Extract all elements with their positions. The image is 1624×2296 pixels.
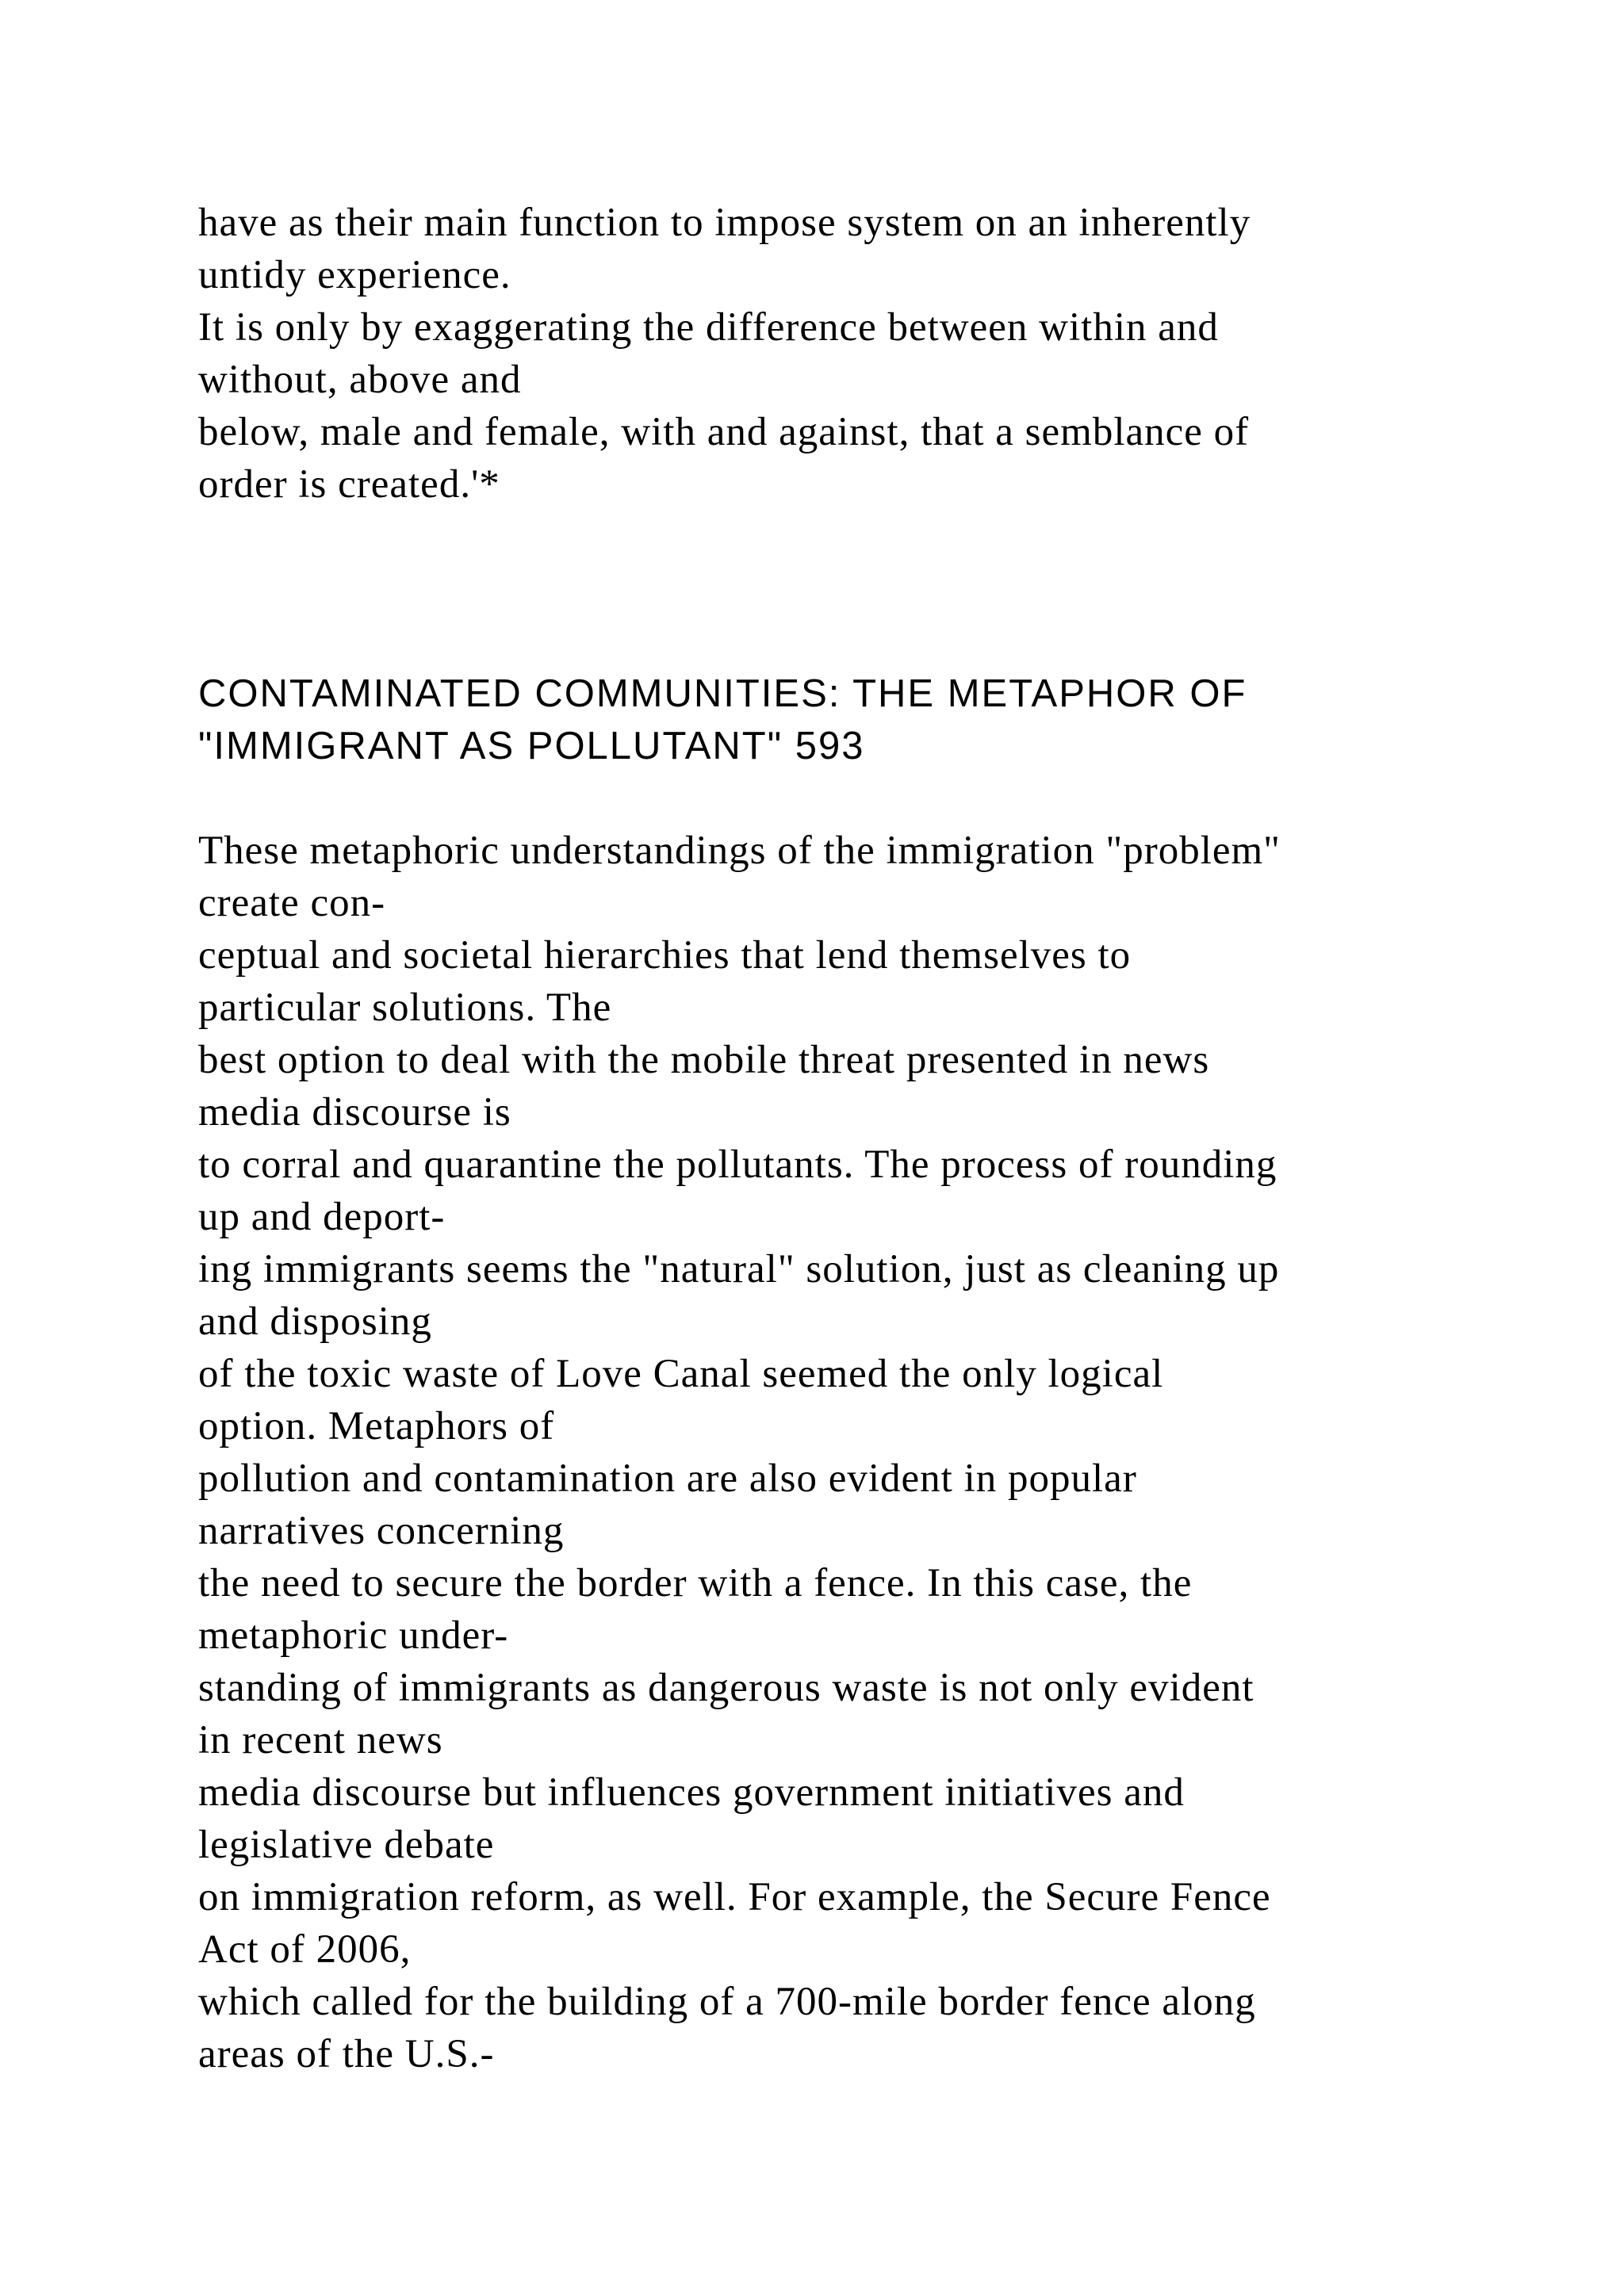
paragraph-body	[198, 825, 1467, 2080]
text-line: metaphoric under-	[198, 1613, 509, 1658]
section-heading	[198, 668, 1467, 772]
text-line: areas of the U.S.-	[198, 2032, 495, 2076]
text-line: particular solutions. The	[198, 985, 612, 1030]
text-line: It is only by exaggerating the difference between within and	[198, 305, 1219, 350]
text-line: narratives concerning	[198, 1509, 565, 1553]
spacer	[198, 511, 1467, 668]
text-line: pollution and contamination are also evident in popular	[198, 1456, 1137, 1501]
spacer	[198, 772, 1467, 825]
text-line: in recent news	[198, 1718, 443, 1762]
text-line: create con-	[198, 881, 386, 925]
text-line: which called for the building of a 700-mile border fence along	[198, 1980, 1256, 2024]
heading-line: "IMMIGRANT AS POLLUTANT" 593	[198, 725, 865, 767]
text-line: of the toxic waste of Love Canal seemed the only logical	[198, 1352, 1164, 1396]
text-line: legislative debate	[198, 1823, 495, 1867]
text-line: on immigration reform, as well. For example, the Secure Fence	[198, 1875, 1271, 1919]
text-line: below, male and female, with and against, that a semblance of	[198, 410, 1250, 454]
text-line: up and deport-	[198, 1195, 446, 1239]
text-line: the need to secure the border with a fence. In this case, the	[198, 1561, 1193, 1605]
text-line: best option to deal with the mobile threat presented in news	[198, 1038, 1210, 1082]
text-line: and disposing	[198, 1299, 432, 1344]
text-line: media discourse is	[198, 1090, 511, 1135]
text-line: have as their main function to impose system on an inherently	[198, 201, 1251, 245]
text-line: media discourse but influences government initiatives and	[198, 1770, 1185, 1815]
text-line: order is created.'*	[198, 462, 500, 507]
document-page	[198, 197, 1467, 2080]
text-line: option. Metaphors of	[198, 1404, 555, 1448]
text-line: untidy experience.	[198, 253, 511, 297]
text-line: These metaphoric understandings of the immigration "problem"	[198, 828, 1281, 873]
text-line: without, above and	[198, 358, 522, 402]
text-line: to corral and quarantine the pollutants. The process of rounding	[198, 1142, 1277, 1187]
heading-line: CONTAMINATED COMMUNITIES: THE METAPHOR OF	[198, 672, 1247, 715]
text-line: standing of immigrants as dangerous waste is not only evident	[198, 1666, 1254, 1710]
paragraph-intro-quote	[198, 197, 1467, 511]
text-line: ing immigrants seems the "natural" solution, just as cleaning up	[198, 1247, 1280, 1292]
text-line: Act of 2006,	[198, 1927, 412, 1972]
text-line: ceptual and societal hierarchies that lend themselves to	[198, 933, 1132, 978]
